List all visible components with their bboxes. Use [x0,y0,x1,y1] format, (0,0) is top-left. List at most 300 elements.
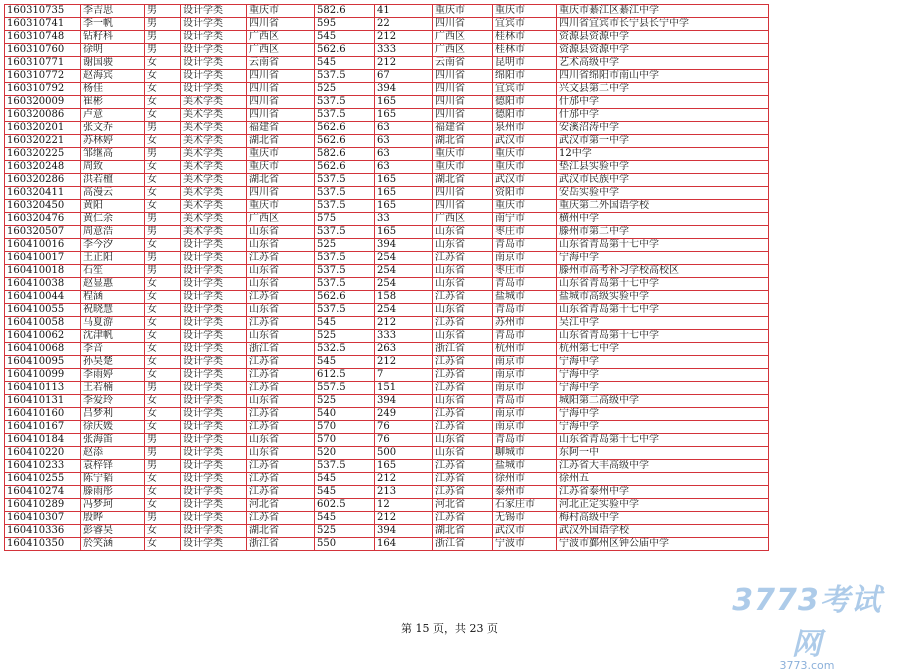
cell-student-id: 160410274 [5,486,81,499]
cell-name: 张文乔 [81,122,145,135]
cell-city: 泰州市 [493,486,557,499]
cell-gender: 女 [145,291,181,304]
cell-name: 殷晔 [81,512,145,525]
cell-exam-province: 江苏省 [433,382,493,395]
cell-city: 德阳市 [493,109,557,122]
cell-exam-province: 湖北省 [433,135,493,148]
cell-rank: 213 [375,486,433,499]
cell-gender: 男 [145,122,181,135]
cell-score: 525 [315,330,375,343]
cell-rank: 333 [375,330,433,343]
cell-school: 宁海中学 [557,382,769,395]
cell-score: 532.5 [315,343,375,356]
cell-score: 612.5 [315,369,375,382]
cell-name: 徐明 [81,44,145,57]
cell-student-id: 160310792 [5,83,81,96]
cell-major-category: 美术学类 [181,200,247,213]
cell-exam-province: 河北省 [433,499,493,512]
cell-rank: 165 [375,174,433,187]
table-row [5,525,769,538]
table-row [5,252,769,265]
cell-gender: 男 [145,252,181,265]
table-row [5,460,769,473]
cell-school: 江苏省泰州中学 [557,486,769,499]
cell-province: 重庆市 [247,5,315,18]
cell-province: 江苏省 [247,382,315,395]
cell-major-category: 美术学类 [181,213,247,226]
cell-exam-province: 江苏省 [433,317,493,330]
cell-student-id: 160410044 [5,291,81,304]
cell-major-category: 设计学类 [181,330,247,343]
cell-city: 宜宾市 [493,18,557,31]
cell-name: 李雨婷 [81,369,145,382]
cell-gender: 男 [145,512,181,525]
cell-score: 545 [315,486,375,499]
cell-exam-province: 四川省 [433,200,493,213]
cell-rank: 165 [375,187,433,200]
cell-student-id: 160410167 [5,421,81,434]
cell-city: 宁波市 [493,538,557,551]
cell-city: 南京市 [493,421,557,434]
cell-province: 云南省 [247,57,315,70]
table-row [5,122,769,135]
cell-province: 四川省 [247,187,315,200]
cell-gender: 女 [145,57,181,70]
table-row [5,174,769,187]
cell-exam-province: 江苏省 [433,421,493,434]
cell-student-id: 160410055 [5,304,81,317]
cell-name: 王若楠 [81,382,145,395]
cell-province: 四川省 [247,109,315,122]
cell-city: 无锡市 [493,512,557,525]
cell-gender: 女 [145,135,181,148]
cell-name: 於笑涵 [81,538,145,551]
cell-school: 武汉市第一中学 [557,135,769,148]
table-row [5,421,769,434]
cell-major-category: 设计学类 [181,5,247,18]
table-row [5,330,769,343]
cell-major-category: 设计学类 [181,434,247,447]
cell-student-id: 160410058 [5,317,81,330]
cell-rank: 63 [375,161,433,174]
cell-name: 钻籽科 [81,31,145,44]
cell-province: 福建省 [247,122,315,135]
cell-exam-province: 山东省 [433,278,493,291]
cell-student-id: 160410255 [5,473,81,486]
cell-city: 青岛市 [493,395,557,408]
cell-name: 袁梓铎 [81,460,145,473]
cell-major-category: 设计学类 [181,291,247,304]
table-row [5,239,769,252]
cell-score: 545 [315,57,375,70]
cell-school: 城阳第二高级中学 [557,395,769,408]
cell-rank: 76 [375,421,433,434]
cell-student-id: 160410336 [5,525,81,538]
cell-gender: 男 [145,447,181,460]
cell-school: 山东省青岛第十七中学 [557,239,769,252]
cell-name: 赵添 [81,447,145,460]
table-row [5,473,769,486]
cell-school: 山东省青岛第十七中学 [557,330,769,343]
cell-province: 山东省 [247,278,315,291]
cell-province: 江苏省 [247,369,315,382]
cell-score: 582.6 [315,5,375,18]
cell-gender: 女 [145,408,181,421]
cell-student-id: 160310741 [5,18,81,31]
cell-province: 山东省 [247,395,315,408]
cell-exam-province: 云南省 [433,57,493,70]
cell-school: 12中学 [557,148,769,161]
page-number-footer: 第 15 页，共 23 页 [401,622,498,635]
cell-exam-province: 湖北省 [433,525,493,538]
cell-gender: 女 [145,161,181,174]
table-row [5,187,769,200]
cell-exam-province: 四川省 [433,70,493,83]
cell-school: 山东省青岛第十七中学 [557,278,769,291]
cell-student-id: 160410220 [5,447,81,460]
cell-student-id: 160320248 [5,161,81,174]
cell-student-id: 160310760 [5,44,81,57]
cell-school: 资源县资源中学 [557,44,769,57]
cell-city: 武汉市 [493,525,557,538]
cell-student-id: 160320225 [5,148,81,161]
cell-city: 桂林市 [493,44,557,57]
cell-province: 山东省 [247,447,315,460]
cell-rank: 254 [375,278,433,291]
cell-exam-province: 四川省 [433,18,493,31]
table-body [5,5,769,551]
cell-exam-province: 山东省 [433,330,493,343]
cell-exam-province: 重庆市 [433,5,493,18]
cell-student-id: 160410018 [5,265,81,278]
cell-city: 武汉市 [493,174,557,187]
cell-city: 苏州市 [493,317,557,330]
cell-student-id: 160320450 [5,200,81,213]
cell-student-id: 160410307 [5,512,81,525]
table-row [5,304,769,317]
cell-province: 浙江省 [247,538,315,551]
cell-school: 垫江县实验中学 [557,161,769,174]
cell-gender: 男 [145,226,181,239]
cell-school: 武汉外国语学校 [557,525,769,538]
cell-name: 滕雨彤 [81,486,145,499]
cell-province: 四川省 [247,83,315,96]
cell-name: 苏林婷 [81,135,145,148]
cell-exam-province: 重庆市 [433,161,493,174]
cell-exam-province: 福建省 [433,122,493,135]
cell-gender: 女 [145,317,181,330]
cell-city: 资阳市 [493,187,557,200]
cell-gender: 女 [145,486,181,499]
cell-province: 江苏省 [247,473,315,486]
cell-major-category: 设计学类 [181,499,247,512]
cell-school: 资源县资源中学 [557,31,769,44]
cell-city: 绵阳市 [493,70,557,83]
cell-score: 537.5 [315,70,375,83]
cell-city: 聊城市 [493,447,557,460]
cell-name: 沈津帆 [81,330,145,343]
cell-name: 孙昊楚 [81,356,145,369]
cell-rank: 394 [375,83,433,96]
cell-rank: 33 [375,213,433,226]
cell-student-id: 160410099 [5,369,81,382]
cell-name: 李音 [81,343,145,356]
cell-score: 545 [315,473,375,486]
table-row [5,434,769,447]
table-row [5,135,769,148]
cell-city: 泉州市 [493,122,557,135]
table-row [5,83,769,96]
cell-gender: 女 [145,499,181,512]
cell-city: 南京市 [493,382,557,395]
cell-rank: 165 [375,226,433,239]
cell-score: 562.6 [315,44,375,57]
cell-school: 杭州第七中学 [557,343,769,356]
cell-major-category: 设计学类 [181,421,247,434]
cell-gender: 男 [145,44,181,57]
cell-major-category: 美术学类 [181,135,247,148]
cell-exam-province: 山东省 [433,447,493,460]
cell-school: 山东省青岛第十七中学 [557,304,769,317]
cell-province: 江苏省 [247,356,315,369]
cell-student-id: 160410095 [5,356,81,369]
table-row [5,317,769,330]
cell-school: 吴江中学 [557,317,769,330]
cell-city: 枣庄市 [493,226,557,239]
cell-province: 四川省 [247,18,315,31]
cell-school: 徐州五 [557,473,769,486]
table-row [5,161,769,174]
table-row [5,70,769,83]
cell-city: 重庆市 [493,161,557,174]
cell-gender: 女 [145,187,181,200]
cell-exam-province: 江苏省 [433,291,493,304]
cell-province: 四川省 [247,96,315,109]
cell-exam-province: 山东省 [433,304,493,317]
cell-major-category: 设计学类 [181,369,247,382]
cell-student-id: 160410160 [5,408,81,421]
cell-name: 陈宁韬 [81,473,145,486]
cell-gender: 女 [145,304,181,317]
cell-gender: 女 [145,421,181,434]
watermark-brand: 3773考试网 [732,583,882,662]
cell-name: 谢国骏 [81,57,145,70]
cell-rank: 63 [375,135,433,148]
cell-city: 南京市 [493,369,557,382]
table-row [5,512,769,525]
cell-exam-province: 四川省 [433,109,493,122]
table-row [5,31,769,44]
cell-city: 宜宾市 [493,83,557,96]
cell-score: 557.5 [315,382,375,395]
cell-major-category: 设计学类 [181,278,247,291]
cell-name: 冯梦珂 [81,499,145,512]
table-row [5,5,769,18]
cell-name: 卢意 [81,109,145,122]
cell-score: 537.5 [315,252,375,265]
cell-score: 602.5 [315,499,375,512]
cell-province: 山东省 [247,239,315,252]
cell-gender: 女 [145,525,181,538]
cell-province: 江苏省 [247,317,315,330]
cell-rank: 158 [375,291,433,304]
cell-score: 570 [315,434,375,447]
cell-gender: 男 [145,434,181,447]
cell-major-category: 设计学类 [181,343,247,356]
cell-gender: 男 [145,31,181,44]
cell-score: 537.5 [315,304,375,317]
cell-score: 525 [315,525,375,538]
cell-gender: 女 [145,200,181,213]
cell-student-id: 160320221 [5,135,81,148]
cell-major-category: 设计学类 [181,70,247,83]
cell-exam-province: 浙江省 [433,538,493,551]
cell-province: 河北省 [247,499,315,512]
cell-score: 575 [315,213,375,226]
cell-school: 宁海中学 [557,408,769,421]
watermark-site: 3773.com [779,659,835,672]
cell-school: 宁海中学 [557,252,769,265]
cell-student-id: 160320009 [5,96,81,109]
cell-rank: 394 [375,525,433,538]
cell-major-category: 设计学类 [181,473,247,486]
cell-school: 宁海中学 [557,356,769,369]
cell-province: 广西区 [247,44,315,57]
cell-student-id: 160410062 [5,330,81,343]
cell-major-category: 美术学类 [181,148,247,161]
cell-score: 550 [315,538,375,551]
cell-rank: 22 [375,18,433,31]
cell-exam-province: 山东省 [433,395,493,408]
cell-school: 宁海中学 [557,369,769,382]
cell-city: 盐城市 [493,460,557,473]
cell-province: 江苏省 [247,486,315,499]
cell-province: 重庆市 [247,200,315,213]
cell-gender: 女 [145,369,181,382]
cell-province: 山东省 [247,434,315,447]
cell-province: 湖北省 [247,135,315,148]
cell-rank: 165 [375,109,433,122]
cell-exam-province: 湖北省 [433,174,493,187]
cell-school: 什邡中学 [557,109,769,122]
cell-exam-province: 江苏省 [433,369,493,382]
cell-major-category: 设计学类 [181,512,247,525]
cell-score: 537.5 [315,96,375,109]
cell-city: 南宁市 [493,213,557,226]
site-watermark [727,575,887,672]
table-row [5,538,769,551]
cell-rank: 394 [375,239,433,252]
cell-exam-province: 江苏省 [433,252,493,265]
cell-rank: 165 [375,200,433,213]
cell-gender: 男 [145,148,181,161]
cell-score: 525 [315,83,375,96]
cell-rank: 249 [375,408,433,421]
cell-name: 祝晓慧 [81,304,145,317]
cell-score: 595 [315,18,375,31]
cell-student-id: 160320286 [5,174,81,187]
cell-name: 程涵 [81,291,145,304]
cell-province: 江苏省 [247,512,315,525]
cell-province: 广西区 [247,213,315,226]
cell-school: 武汉市民族中学 [557,174,769,187]
cell-major-category: 美术学类 [181,109,247,122]
cell-exam-province: 山东省 [433,265,493,278]
cell-school: 河北正定实验中学 [557,499,769,512]
cell-city: 青岛市 [493,434,557,447]
cell-school: 重庆市綦江区綦江中学 [557,5,769,18]
cell-rank: 254 [375,265,433,278]
cell-school: 重庆第二外国语学校 [557,200,769,213]
table-row [5,499,769,512]
cell-rank: 165 [375,96,433,109]
cell-major-category: 设计学类 [181,31,247,44]
table-row [5,369,769,382]
cell-score: 562.6 [315,291,375,304]
cell-gender: 女 [145,239,181,252]
cell-rank: 63 [375,122,433,135]
cell-name: 黄阳 [81,200,145,213]
cell-major-category: 设计学类 [181,356,247,369]
cell-city: 桂林市 [493,31,557,44]
cell-city: 青岛市 [493,278,557,291]
cell-major-category: 美术学类 [181,122,247,135]
cell-score: 537.5 [315,174,375,187]
cell-province: 山东省 [247,265,315,278]
cell-student-id: 160310772 [5,70,81,83]
table-row [5,109,769,122]
cell-name: 李今汐 [81,239,145,252]
cell-student-id: 160410038 [5,278,81,291]
cell-name: 李吉思 [81,5,145,18]
cell-gender: 女 [145,174,181,187]
cell-name: 洪若檀 [81,174,145,187]
table-row [5,291,769,304]
cell-province: 湖北省 [247,174,315,187]
cell-rank: 151 [375,382,433,395]
cell-name: 赵海宾 [81,70,145,83]
cell-city: 青岛市 [493,304,557,317]
cell-rank: 500 [375,447,433,460]
cell-school: 安溪沼涛中学 [557,122,769,135]
cell-city: 南京市 [493,252,557,265]
cell-exam-province: 四川省 [433,187,493,200]
table-row [5,57,769,70]
cell-score: 537.5 [315,200,375,213]
cell-major-category: 设计学类 [181,395,247,408]
cell-exam-province: 广西区 [433,44,493,57]
cell-major-category: 美术学类 [181,226,247,239]
cell-student-id: 160410017 [5,252,81,265]
cell-rank: 333 [375,44,433,57]
table-row [5,226,769,239]
cell-city: 昆明市 [493,57,557,70]
cell-student-id: 160320201 [5,122,81,135]
cell-exam-province: 江苏省 [433,486,493,499]
table-row [5,395,769,408]
cell-major-category: 美术学类 [181,96,247,109]
cell-rank: 212 [375,356,433,369]
cell-score: 562.6 [315,161,375,174]
cell-rank: 254 [375,252,433,265]
cell-exam-province: 江苏省 [433,356,493,369]
cell-gender: 女 [145,278,181,291]
cell-score: 537.5 [315,187,375,200]
admissions-table [4,4,769,551]
cell-rank: 41 [375,5,433,18]
cell-exam-province: 山东省 [433,226,493,239]
cell-rank: 212 [375,31,433,44]
